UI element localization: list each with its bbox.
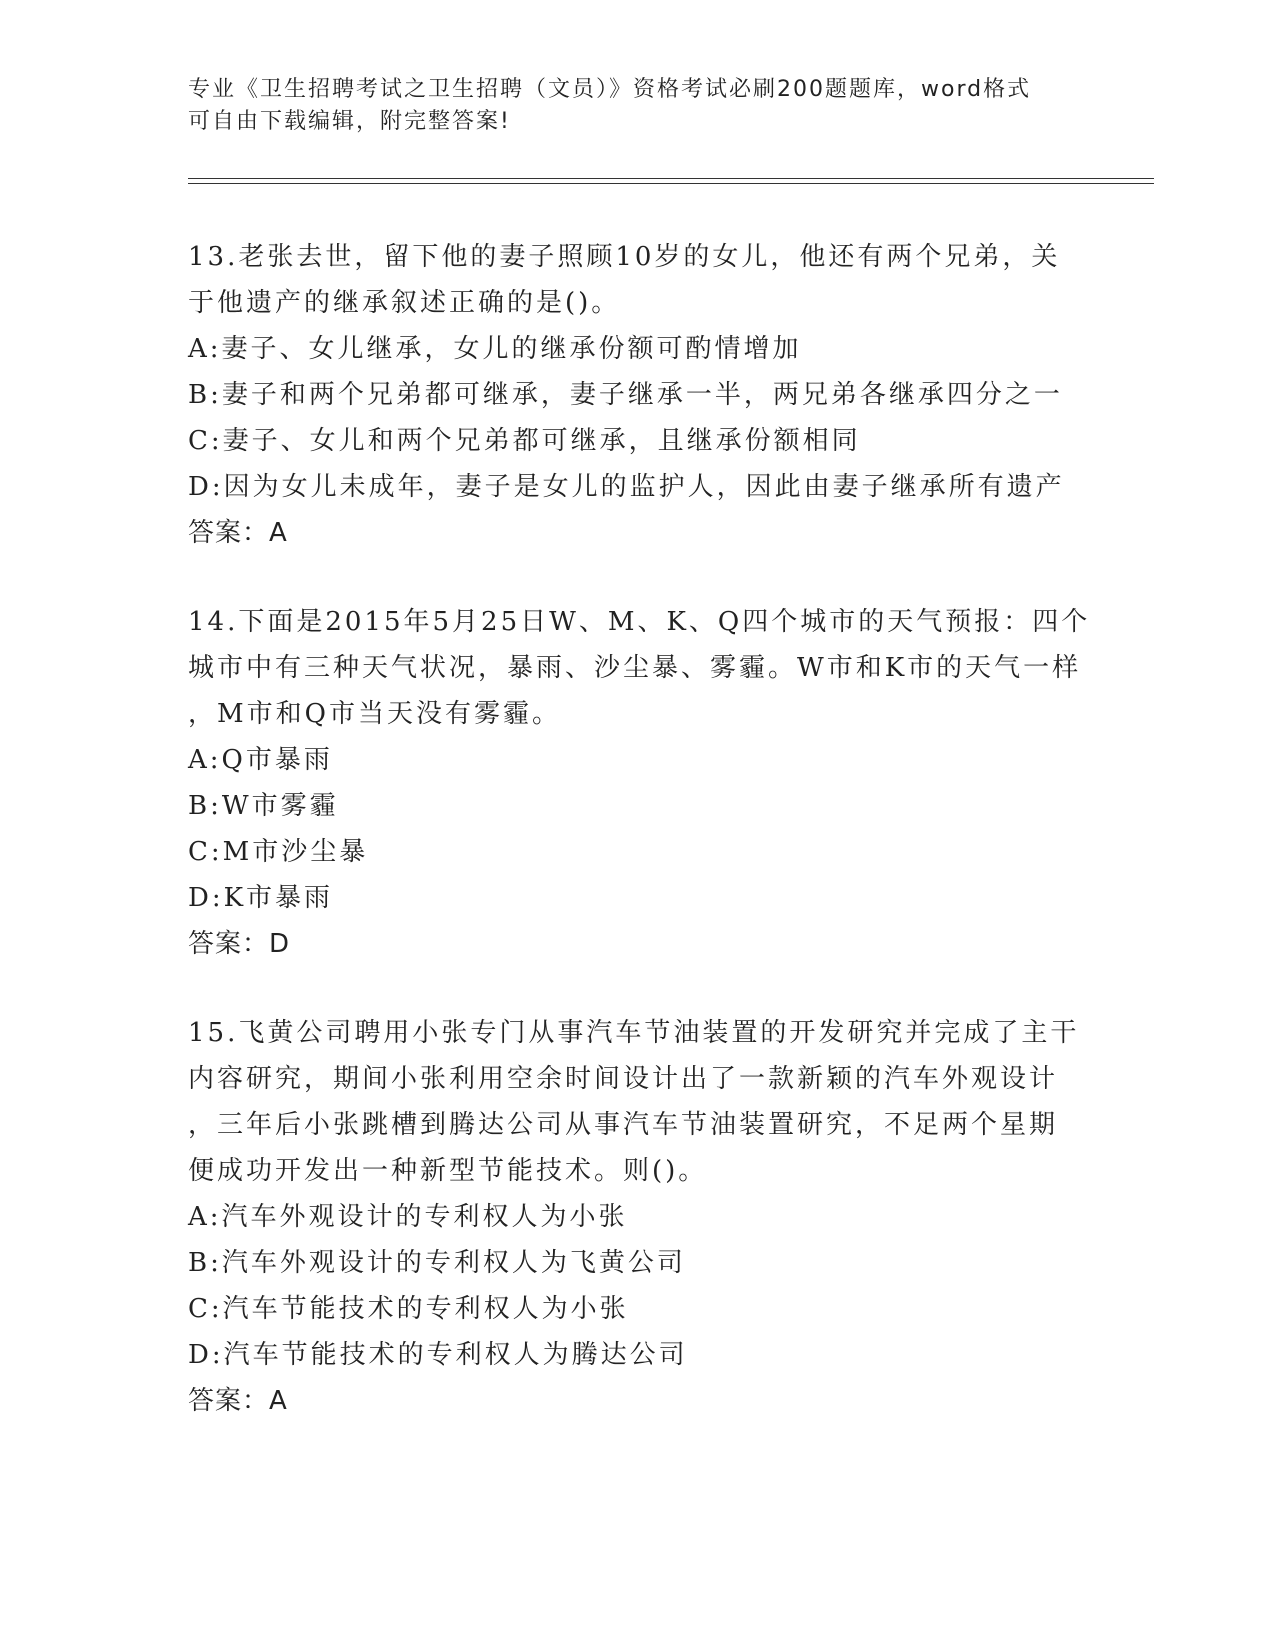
option-a: A:汽车外观设计的专利权人为小张 xyxy=(188,1202,628,1232)
option-c: C:汽车节能技术的专利权人为小张 xyxy=(188,1294,629,1324)
option-c: C:M市沙尘暴 xyxy=(188,837,369,867)
document-header xyxy=(188,74,1088,138)
option-d: D:汽车节能技术的专利权人为腾达公司 xyxy=(188,1340,688,1370)
header-line-2: 可自由下载编辑，附完整答案! xyxy=(188,109,511,134)
question-13 xyxy=(188,234,1088,556)
option-a: A:妻子、女儿继承，女儿的继承份额可酌情增加 xyxy=(188,334,802,364)
option-b: B:W市雾霾 xyxy=(188,791,339,821)
header-divider-top xyxy=(188,178,1154,179)
question-text-line: 内容研究，期间小张利用空余时间设计出了一款新颖的汽车外观设计 xyxy=(188,1064,1059,1094)
question-15 xyxy=(188,1010,1088,1424)
option-b: B:妻子和两个兄弟都可继承，妻子继承一半，两兄弟各继承四分之一 xyxy=(188,380,1063,410)
question-text-line: ，M市和Q市当天没有雾霾。 xyxy=(188,699,561,729)
option-d: D:K市暴雨 xyxy=(188,883,334,913)
question-text-line: 13.老张去世，留下他的妻子照顾10岁的女儿，他还有两个兄弟，关 xyxy=(188,242,1061,272)
question-text-line: 14.下面是2015年5月25日W、M、K、Q四个城市的天气预报：四个 xyxy=(188,607,1091,637)
question-text-line: 15.飞黄公司聘用小张专门从事汽车节油装置的开发研究并完成了主干 xyxy=(188,1018,1080,1048)
answer-line: 答案：A xyxy=(188,1386,288,1416)
answer-line: 答案：A xyxy=(188,518,288,548)
question-text-line: 于他遗产的继承叙述正确的是()。 xyxy=(188,288,621,318)
option-c: C:妻子、女儿和两个兄弟都可继承，且继承份额相同 xyxy=(188,426,861,456)
option-a: A:Q市暴雨 xyxy=(188,745,333,775)
option-d: D:因为女儿未成年，妻子是女儿的监护人，因此由妻子继承所有遗产 xyxy=(188,472,1065,502)
question-14 xyxy=(188,599,1091,967)
header-line-1: 专业《卫生招聘考试之卫生招聘（文员）》资格考试必刷200题题库，word格式 xyxy=(188,77,1032,102)
question-text-line: ，三年后小张跳槽到腾达公司从事汽车节油装置研究，不足两个星期 xyxy=(188,1110,1059,1140)
question-text-line: 便成功开发出一种新型节能技术。则()。 xyxy=(188,1156,708,1186)
answer-line: 答案：D xyxy=(188,929,291,959)
header-divider-bottom xyxy=(188,183,1154,184)
question-text-line: 城市中有三种天气状况，暴雨、沙尘暴、雾霾。W市和K市的天气一样 xyxy=(188,653,1082,683)
option-b: B:汽车外观设计的专利权人为飞黄公司 xyxy=(188,1248,686,1278)
